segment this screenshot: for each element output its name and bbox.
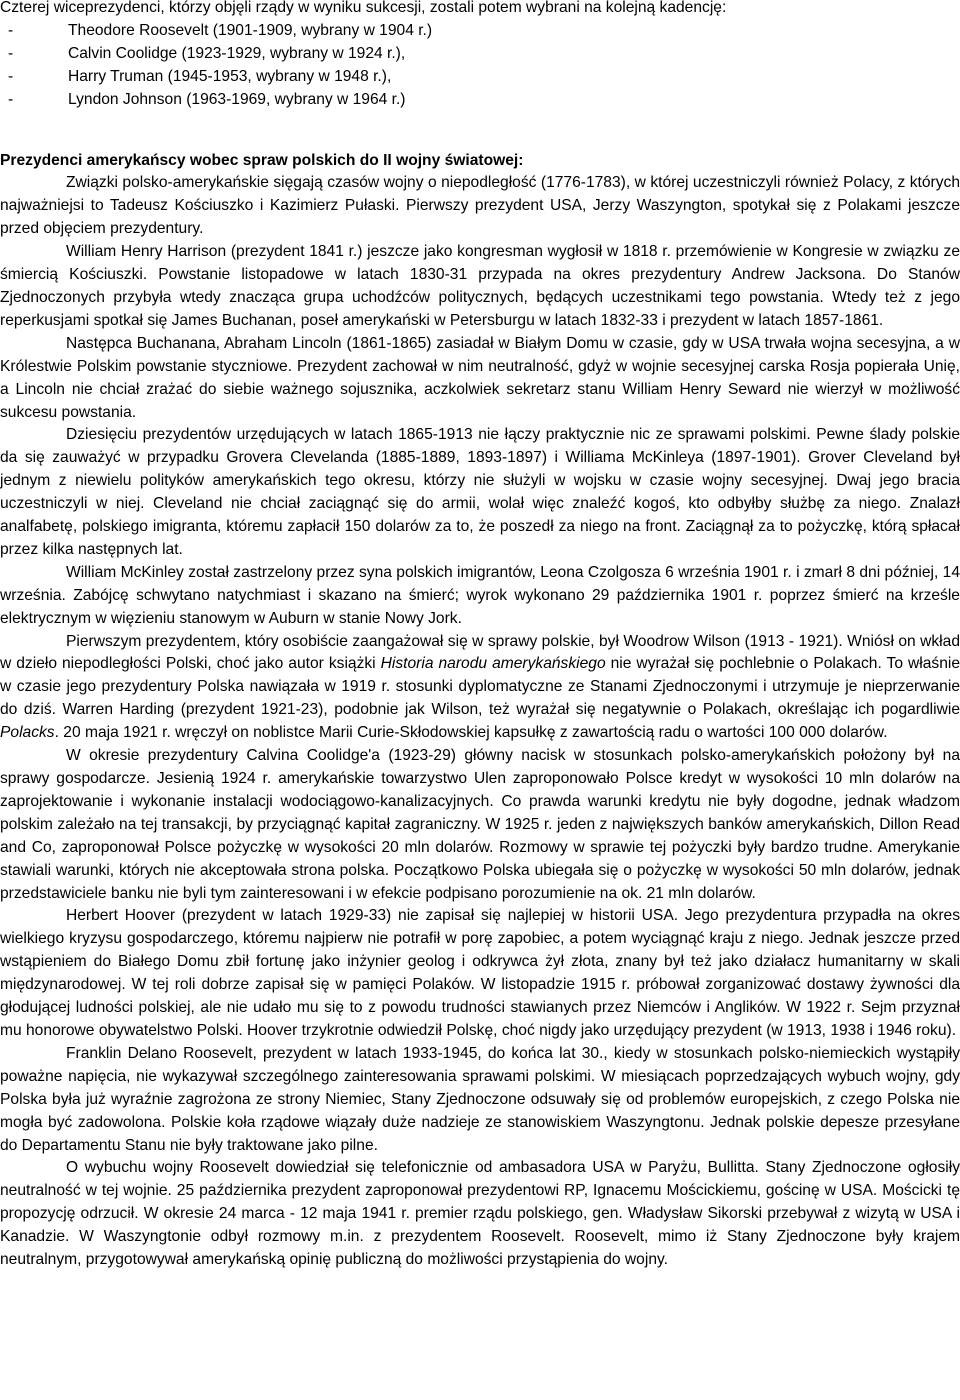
paragraph-wilson <box>0 631 960 746</box>
text-run: Pierwszym prezydentem, który osobiście zaangażował się w sprawy polskie, był Woodrow Wilson (1913 - 1921). Wniósł on wkład w dzieło niepodległości Polski, choć jako autor książki <box>0 632 960 673</box>
book-title: Historia narodu amerykańskiego <box>380 655 606 673</box>
list-item: - Calvin Coolidge (1923-1929, wybrany w 1924 r.), <box>0 43 960 66</box>
intro-text: Czterej wiceprezydenci, którzy objęli rządy w wyniku sukcesji, zostali potem wybrani na kolejną kadencję: <box>0 0 727 16</box>
paragraph: W okresie prezydentury Calvina Coolidge'a (1923-29) główny nacisk w stosunkach polsko-amerykańskich położony był na sprawy gospodarcze. Jesienią 1924 r. amerykańskie towarzystwo Ulen zaproponowało Polsce kredyt w wysokości 10 mln dolarów na zaprojektowanie i wykonanie instalacji wodociągowo-kanalizacyjnych. Co prawda warunki kredytu nie były dogodne, jednak władzom polskim zależało na tej transakcji, by przyciągnąć kapitał zagraniczny. W 1925 r. jeden z największych banków amerykańskich, Dillon Read and Co, zaproponował Polsce pożyczkę w wysokości 20 mln dolarów. Rozmowy w sprawie tej pożyczki były bardzo trudne. Amerykanie stawiali warunki, których nie akceptowała strona polska. Początkowo Polska ubiegała się o pożyczkę w wysokości 50 mln dolarów, jednak przedstawiciele banku nie byli tym zainteresowani i w efekcie podpisano porozumienie na ok. 21 mln dolarów. <box>0 747 960 902</box>
paragraph: Franklin Delano Roosevelt, prezydent w latach 1933-1945, do końca lat 30., kiedy w stosunkach polsko-niemieckich wystąpiły poważne napięcia, nie wykazywał szczególnego zainteresowania sprawami polskimi. W miesiącach poprzedzających wybuch wojny, gdy Polska była już wyraźnie zagrożona ze strony Niemiec, Stany Zjednoczone odsuwały się od problemów europejskich, z czego Polska nie mogła być zadowolona. Polskie koła rządowe wiązały duże nadzieje ze stanowiskiem Waszyngtonu. Jednak polskie depesze przesyłane do Departamentu Stanu nie były traktowane jako pilne. <box>0 1044 960 1154</box>
paragraph: Dziesięciu prezydentów urzędujących w latach 1865-1913 nie łączy praktycznie nic ze sprawami polskimi. Pewne ślady polskie da się zauważyć w przypadku Grovera Clevelanda (1885-1889, 1893-1897) i Williama McKinleya (1897-1901). Grover Cleveland był jednym z niewielu polityków amerykańskich tego okresu, którzy nie służyli w wojsku w czasie wojny secesyjnej. Dwaj jego bracia uczestniczyli w niej. Cleveland nie chciał zaciągnąć się do armii, wolał więc znaleźć kogoś, kto odbyłby służbę za niego. Znalazł analfabetę, polskiego imigranta, któremu zapłacił 150 dolarów za to, że poszedł za niego na front. Zaciągnął za to pożyczkę, którą spłacał przez kilka następnych lat. <box>0 426 960 558</box>
text-run: nie wyrażał się pochlebnie o Polakach. To właśnie w czasie jego prezydentury Polska nawiązała w 1919 r. stosunki dyplomatyczne ze Stanami Zjednoczonymi i utrzymuje je nieprzerwanie do dziś. Warren Harding (prezydent 1921-23), podobnie jak Wilson, też wyrażał się negatywnie o Polakach, określając ich pogardliwie <box>0 655 960 719</box>
paragraph: Następca Buchanana, Abraham Lincoln (1861-1865) zasiadał w Białym Domu w czasie, gdy w USA trwała wojna secesyjna, a w Królestwie Polskim powstanie styczniowe. Prezydent zachował w nim neutralność, gdyż w wojnie secesyjnej carska Rosja popierała Unię, a Lincoln nie chciał zrażać do siebie ważnego sojusznika, aczkolwiek sekretarz stanu William Henry Seward nie wierzył w możliwość sukcesu powstania. <box>0 334 960 421</box>
paragraph: Herbert Hoover (prezydent w latach 1929-33) nie zapisał się najlepiej w historii USA. Jego prezydentura przypadła na okres wielkiego kryzysu gospodarczego, któremu najpierw nie potrafił w porę zapobiec, a potem wyciągnąć kraju z niego. Jednak jeszcze przed wstąpieniem do Białego Domu zbił fortunę jako inżynier geolog i odkrywca żył złota, znany był też jako działacz humanitarny w skali międzynarodowej. W tej roli dobrze zapisał się w pamięci Polaków. W listopadzie 1915 r. próbował zorganizować dostawy żywności dla głodującej ludności polskiej, ale nie udało mu się to z powodu trudności stawianych przez Niemców i Anglików. W 1922 r. Sejm przyznał mu honorowe obywatelstwo Polski. Hoover trzykrotnie odwiedził Polskę, choć nigdy jako urzędujący prezydent (w 1913, 1938 i 1946 roku). <box>0 907 960 1039</box>
presidents-list <box>0 20 960 112</box>
italic-term: Polacks <box>0 724 55 742</box>
list-item: - Lyndon Johnson (1963-1969, wybrany w 1964 r.) <box>0 89 960 112</box>
paragraph: Związki polsko-amerykańskie sięgają czasów wojny o niepodległość (1776-1783), w której uczestniczyli również Polacy, z których najważniejsi to Tadeusz Kościuszko i Kazimierz Pułaski. Pierwszy prezydent USA, Jerzy Waszyngton, spotykał się z Polakami jeszcze przed objęciem prezydentury. <box>0 174 960 238</box>
paragraph: O wybuchu wojny Roosevelt dowiedział się telefonicznie od ambasadora USA w Paryżu, Bullitta. Stany Zjednoczone ogłosiły neutralność w tej wojnie. 25 października prezydent zaproponował prezydentowi RP, Ignacemu Mościckiemu, gościnę w USA. Mościcki tę propozycję odrzucił. W okresie 24 marca - 12 maja 1941 r. premier rządu polskiego, gen. Władysław Sikorski przebywał z wizytą w USA i Kanadzie. W Waszyngtonie odbył rozmowy m.in. z prezydentem Roosevelt. Roosevelt, mimo iż Stany Zjednoczone były krajem neutralnym, przygotowywał amerykańską opinię publiczną do możliwości przystąpienia do wojny. <box>0 1159 960 1269</box>
list-item: - Harry Truman (1945-1953, wybrany w 1948 r.), <box>0 66 960 89</box>
paragraph: William McKinley został zastrzelony przez syna polskich imigrantów, Leona Czolgosza 6 września 1901 r. i zmarł 8 dni później, 14 września. Zabójcę schwytano natychmiast i skazano na śmierć; wyrok wykonano 29 października 1901 r. poprzez śmierć na krześle elektrycznym w więzieniu stanowym w Auburn w stanie Nowy Jork. <box>0 563 960 627</box>
list-item: - Theodore Roosevelt (1901-1909, wybrany w 1904 r.) <box>0 20 960 43</box>
paragraph: William Henry Harrison (prezydent 1841 r.) jeszcze jako kongresman wygłosił w 1818 r. przemówienie w Kongresie w związku ze śmiercią Kościuszki. Powstanie listopadowe w latach 1830-31 przypada na okres prezydentury Andrew Jacksona. Do Stanów Zjednoczonych przybyła wtedy znacząca grupa uchodźców politycznych, będących uczestnikami tego powstania. Wtedy też z jego reperkusjami spotkał się James Buchanan, poseł amerykański w Petersburgu w latach 1832-33 i prezydent w latach 1857-1861. <box>0 243 960 329</box>
section-heading: Prezydenci amerykańscy wobec spraw polskich do II wojny światowej: <box>0 151 524 169</box>
text-run: . 20 maja 1921 r. wręczył on noblistce Marii Curie-Skłodowskiej kapsułkę z zawartością radu o wartości 100 000 dolarów. <box>54 724 888 742</box>
